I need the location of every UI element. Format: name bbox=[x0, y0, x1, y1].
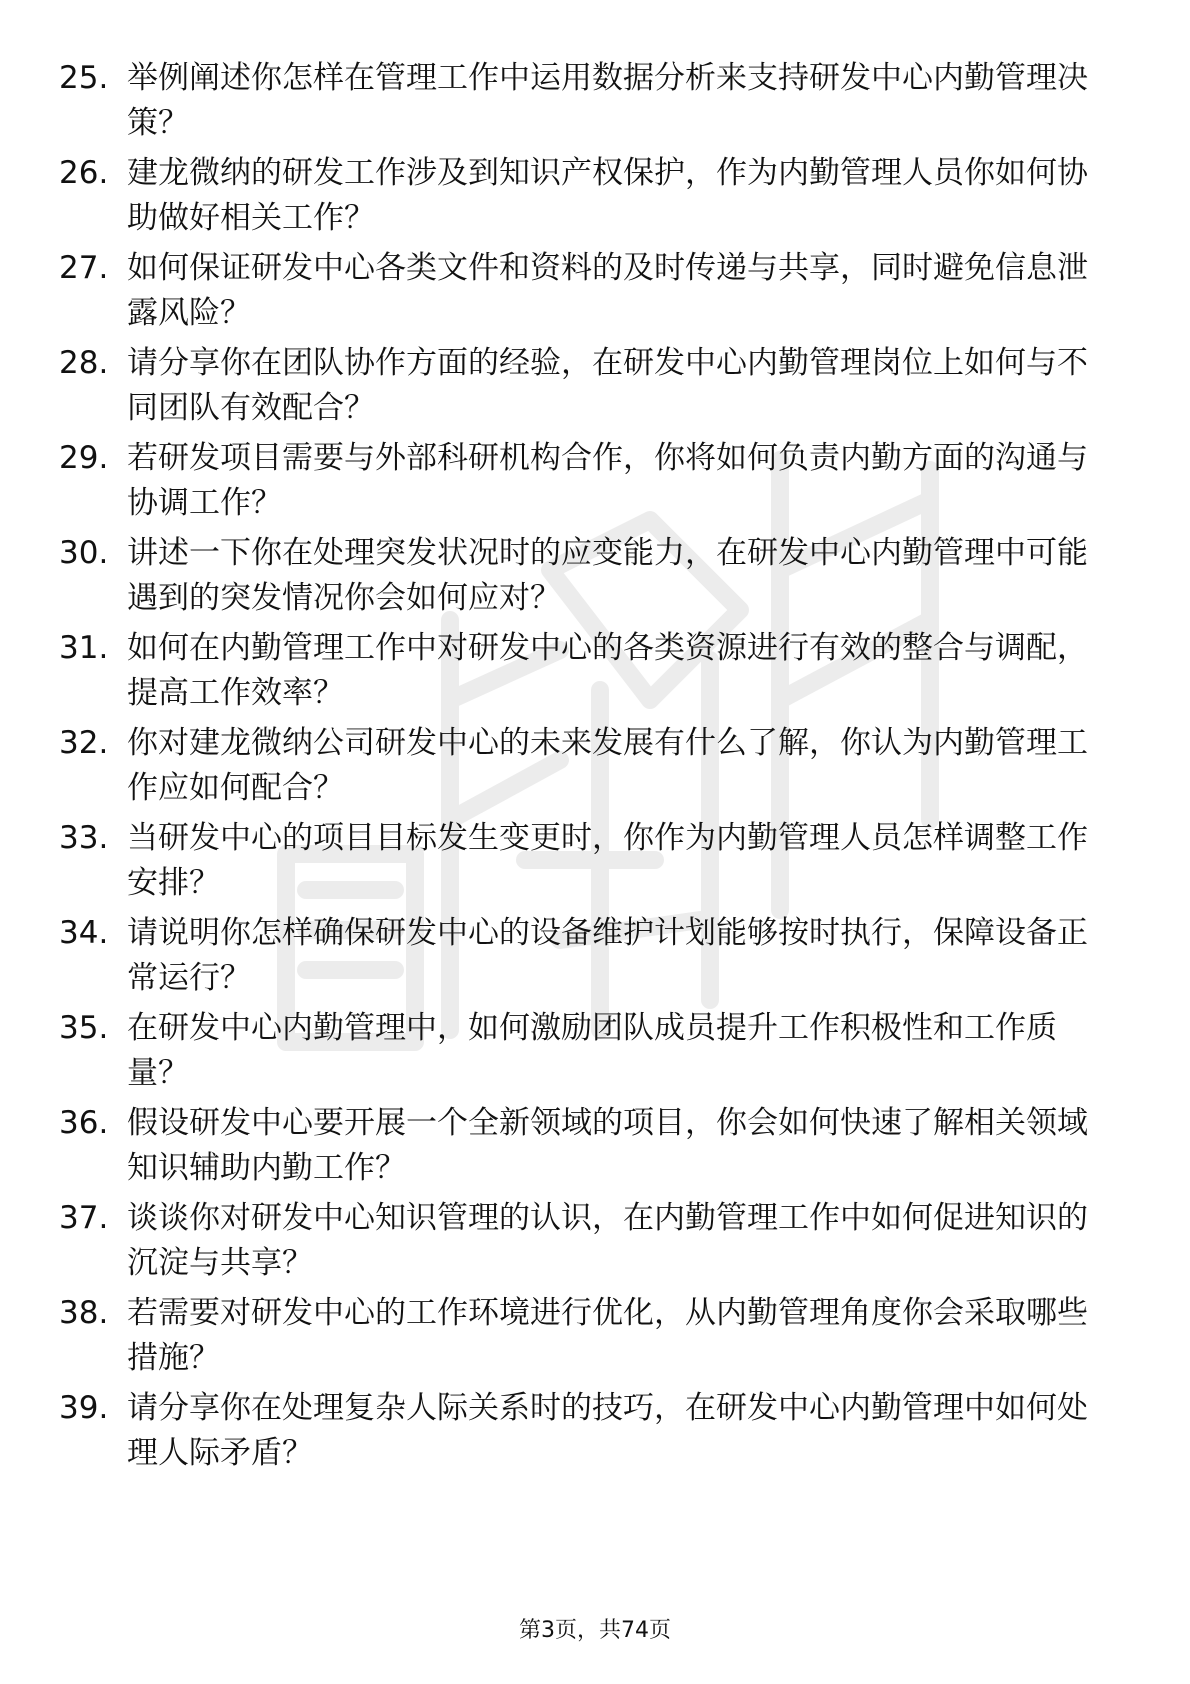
question-item-35 bbox=[0, 1006, 1190, 1101]
question-item-36 bbox=[0, 1101, 1190, 1196]
question-text: 请分享你在处理复杂人际关系时的技巧，在研发中心内勤管理中如何处理人际矛盾？ bbox=[127, 1390, 1088, 1471]
question-text: 如何保证研发中心各类文件和资料的及时传递与共享，同时避免信息泄露风险？ bbox=[127, 250, 1088, 331]
question-text: 在研发中心内勤管理中，如何激励团队成员提升工作积极性和工作质量？ bbox=[127, 1010, 1057, 1091]
question-number: 28. bbox=[59, 345, 109, 381]
question-text: 如何在内勤管理工作中对研发中心的各类资源进行有效的整合与调配，提高工作效率？ bbox=[127, 630, 1088, 711]
question-number: 26. bbox=[59, 155, 109, 191]
question-number: 35. bbox=[59, 1010, 109, 1046]
question-number: 34. bbox=[59, 915, 109, 951]
question-text: 讲述一下你在处理突发状况时的应变能力，在研发中心内勤管理中可能遇到的突发情况你会如何应对？ bbox=[127, 535, 1088, 616]
question-text: 谈谈你对研发中心知识管理的认识，在内勤管理工作中如何促进知识的沉淀与共享？ bbox=[127, 1200, 1088, 1281]
question-text: 若研发项目需要与外部科研机构合作，你将如何负责内勤方面的沟通与协调工作？ bbox=[127, 440, 1088, 521]
question-number: 38. bbox=[59, 1295, 109, 1331]
question-item-32 bbox=[0, 721, 1190, 816]
question-item-29 bbox=[0, 436, 1190, 531]
question-text: 请说明你怎样确保研发中心的设备维护计划能够按时执行，保障设备正常运行？ bbox=[127, 915, 1088, 996]
question-number: 39. bbox=[59, 1390, 109, 1426]
question-text: 请分享你在团队协作方面的经验，在研发中心内勤管理岗位上如何与不同团队有效配合？ bbox=[127, 345, 1088, 426]
question-number: 37. bbox=[59, 1200, 109, 1236]
question-number: 29. bbox=[59, 440, 109, 476]
question-item-34 bbox=[0, 911, 1190, 1006]
question-number: 36. bbox=[59, 1105, 109, 1141]
question-item-25 bbox=[0, 56, 1190, 151]
page-number-footer: 第3页，共74页 bbox=[519, 1618, 671, 1643]
question-number: 32. bbox=[59, 725, 109, 761]
question-text: 假设研发中心要开展一个全新领域的项目，你会如何快速了解相关领域知识辅助内勤工作？ bbox=[127, 1105, 1088, 1186]
question-item-37 bbox=[0, 1196, 1190, 1291]
question-item-26 bbox=[0, 151, 1190, 246]
question-item-31 bbox=[0, 626, 1190, 721]
question-item-30 bbox=[0, 531, 1190, 626]
question-item-38 bbox=[0, 1291, 1190, 1386]
question-text: 建龙微纳的研发工作涉及到知识产权保护，作为内勤管理人员你如何协助做好相关工作？ bbox=[127, 155, 1088, 236]
question-text: 当研发中心的项目目标发生变更时，你作为内勤管理人员怎样调整工作安排？ bbox=[127, 820, 1088, 901]
question-number: 27. bbox=[59, 250, 109, 286]
question-text: 若需要对研发中心的工作环境进行优化，从内勤管理角度你会采取哪些措施？ bbox=[127, 1295, 1088, 1376]
question-number: 31. bbox=[59, 630, 109, 666]
question-item-28 bbox=[0, 341, 1190, 436]
question-item-27 bbox=[0, 246, 1190, 341]
question-text: 举例阐述你怎样在管理工作中运用数据分析来支持研发中心内勤管理决策？ bbox=[127, 60, 1088, 141]
question-number: 25. bbox=[59, 60, 109, 96]
question-text: 你对建龙微纳公司研发中心的未来发展有什么了解，你认为内勤管理工作应如何配合？ bbox=[127, 725, 1088, 806]
question-number: 33. bbox=[59, 820, 109, 856]
question-number: 30. bbox=[59, 535, 109, 571]
question-item-33 bbox=[0, 816, 1190, 911]
question-item-39 bbox=[0, 1386, 1190, 1481]
